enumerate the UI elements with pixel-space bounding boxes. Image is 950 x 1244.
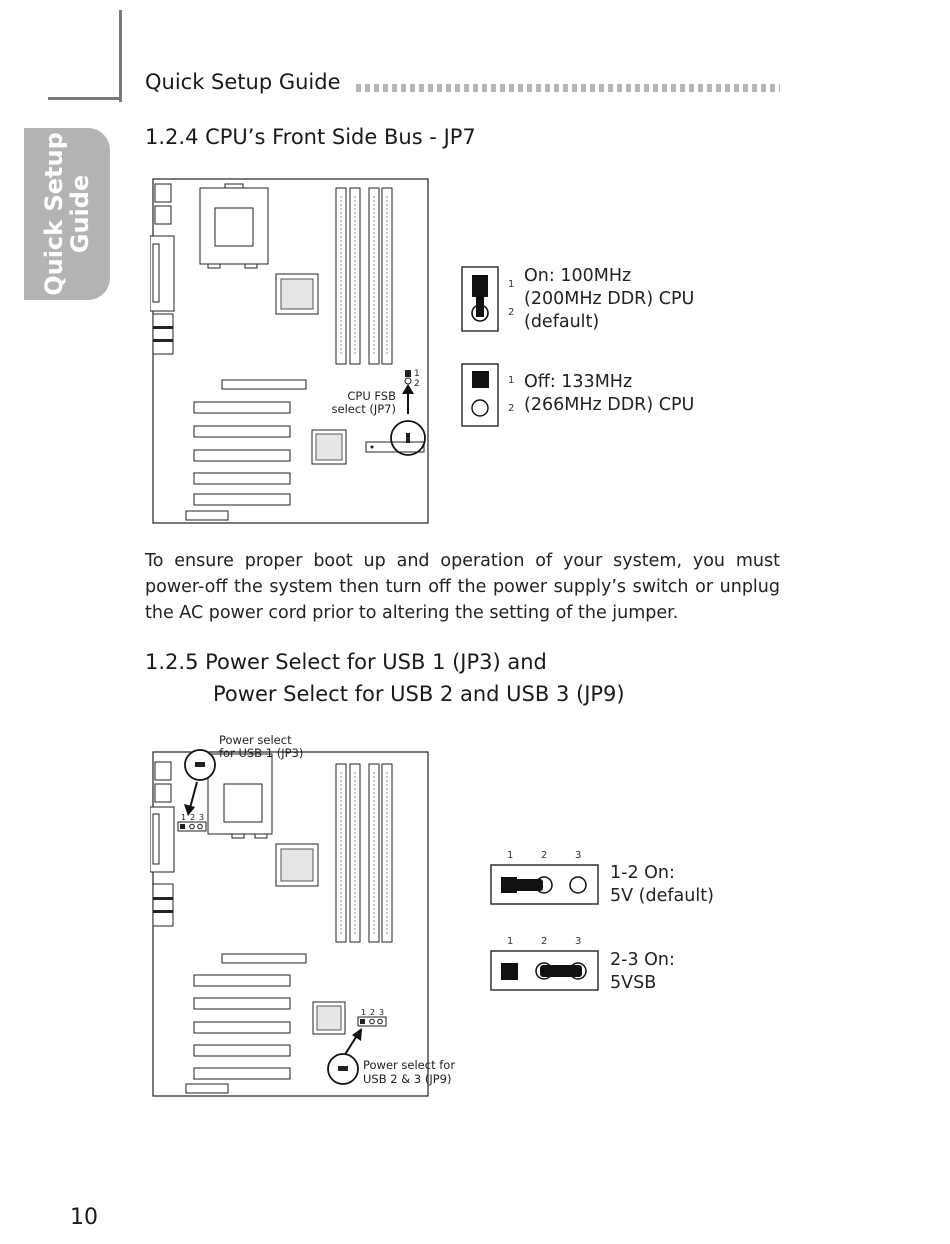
board-jp7-pin2: 2 <box>414 379 420 389</box>
section-heading-jp3-jp9-line1: 1.2.5 Power Select for USB 1 (JP3) and <box>145 650 547 674</box>
setting1-pin1: 1 <box>507 850 514 861</box>
crop-mark-vertical <box>119 10 122 102</box>
board-jp9-pin2: 2 <box>370 1008 376 1017</box>
setting2-pin1: 1 <box>507 936 514 947</box>
crop-mark-horizontal <box>48 97 122 100</box>
side-tab-line1: Quick Setup <box>40 132 68 296</box>
section-heading-jp7: 1.2.4 CPU’s Front Side Bus - JP7 <box>145 125 476 149</box>
jp7-on-pin2: 2 <box>508 307 515 318</box>
warning-paragraph: To ensure proper boot up and operation of your system, you must power-off the system then turn off the power supply’s switch or unplug the AC power cord prior to altering the setting of the jumper. <box>145 551 780 623</box>
jp7-callout-line1: CPU FSB <box>347 389 396 403</box>
setting1-pin3: 3 <box>575 850 582 861</box>
side-tab-label <box>24 128 110 300</box>
setting1-pin2: 2 <box>541 850 548 861</box>
jp3-callout-line1: Power select <box>219 733 292 747</box>
board-jp3-pin2: 2 <box>190 813 196 822</box>
jp7-on-pin1: 1 <box>508 279 515 290</box>
setting2-pin3: 3 <box>575 936 582 947</box>
header-dot-rule <box>356 84 780 92</box>
board-jp7-pin1: 1 <box>414 369 420 379</box>
jp7-off-pin2: 2 <box>508 403 515 414</box>
jp3-callout-line2: for USB 1 (JP3) <box>219 746 304 760</box>
setting1-description: 1-2 On: 5V (default) <box>610 863 714 906</box>
section-heading-jp3-jp9-line2: Power Select for USB 2 and USB 3 (JP9) <box>213 682 625 706</box>
page-number: 10 <box>70 1205 98 1230</box>
jp9-callout-line2: USB 2 & 3 (JP9) <box>363 1072 452 1086</box>
setting2-pin2: 2 <box>541 936 548 947</box>
jumper-1-2-on-diagram <box>490 864 600 906</box>
motherboard-diagram-jp7 <box>150 176 432 526</box>
jumper-jp7-off-diagram <box>460 362 500 430</box>
running-header: Quick Setup Guide <box>145 70 341 94</box>
board-jp3-pin3: 3 <box>199 813 205 822</box>
jp9-callout-line1: Power select for <box>363 1058 456 1072</box>
jp7-on-description: On: 100MHz (200MHz DDR) CPU (default) <box>524 266 695 332</box>
jumper-jp7-on-diagram <box>460 265 500 335</box>
jp7-off-pin1: 1 <box>508 375 515 386</box>
board-jp9-pin3: 3 <box>379 1008 385 1017</box>
motherboard-diagram-jp3-jp9 <box>150 732 460 1100</box>
side-tab-line2: Guide <box>66 174 94 254</box>
setting2-description: 2-3 On: 5VSB <box>610 950 675 993</box>
jp7-callout-line2: select (JP7) <box>331 402 396 416</box>
jp7-off-description: Off: 133MHz (266MHz DDR) CPU <box>524 372 695 415</box>
board-jp3-pin1: 1 <box>181 813 187 822</box>
board-jp9-pin1: 1 <box>361 1008 367 1017</box>
jumper-2-3-on-diagram <box>490 950 600 992</box>
